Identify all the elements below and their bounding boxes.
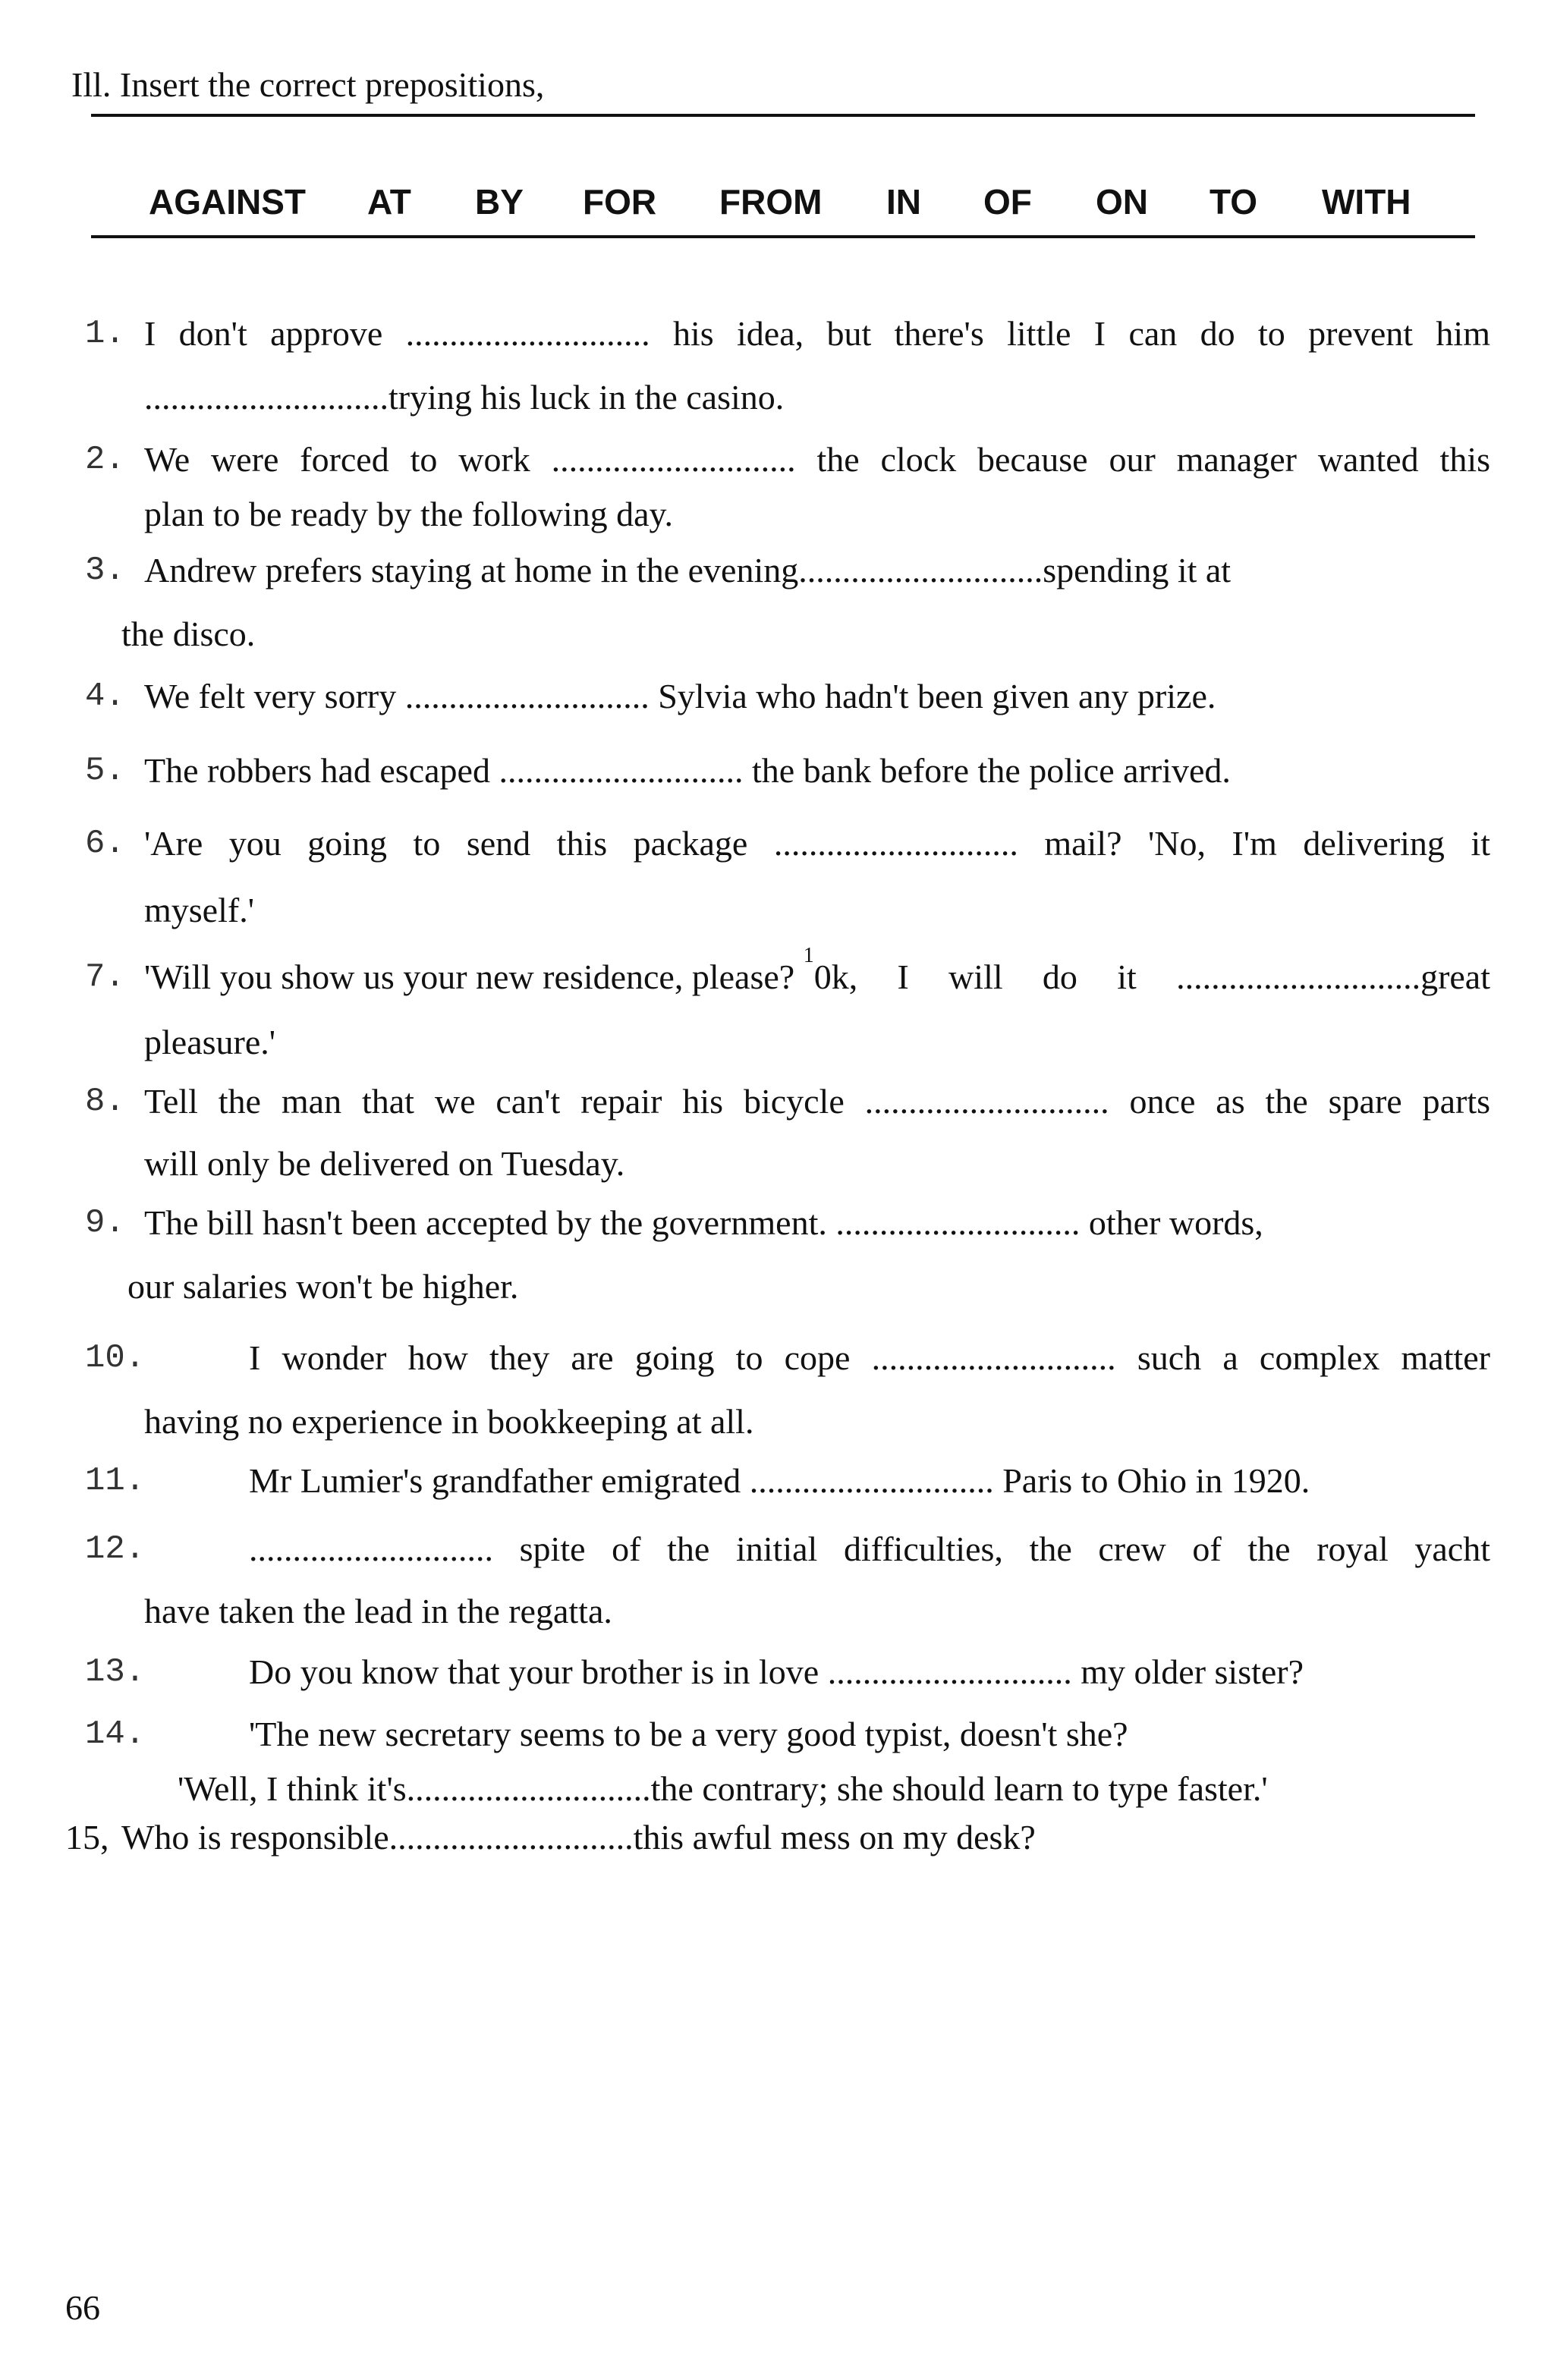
word-of: OF bbox=[983, 182, 1032, 222]
item-text: our salaries won't be higher. bbox=[127, 1267, 519, 1306]
item-text: We were forced to work ............................ the clock because our manager wanted this bbox=[144, 440, 1490, 479]
item-text: Do you know that your brother is in love ............................ my older sister? bbox=[249, 1652, 1304, 1691]
item-text: pleasure.' bbox=[144, 1023, 276, 1061]
item-text: will only be delivered on Tuesday. bbox=[144, 1144, 625, 1183]
item-text: The bill hasn't been accepted by the government. ............................ other words, bbox=[144, 1203, 1263, 1242]
item-number: 2. bbox=[85, 441, 125, 479]
item-number: 5. bbox=[85, 752, 125, 790]
item-text: We felt very sorry ............................ Sylvia who hadn't been given any prize. bbox=[144, 677, 1216, 715]
item-text-part: 0k, I will do it ............................great bbox=[813, 957, 1490, 996]
word-in: IN bbox=[886, 182, 921, 222]
superscript-mark: 1 bbox=[803, 944, 814, 967]
item-number: 14. bbox=[85, 1715, 146, 1753]
item-text: 'The new secretary seems to be a very good typist, doesn't she? bbox=[249, 1715, 1128, 1753]
item-text: Who is responsible............................this awful mess on my desk? bbox=[121, 1818, 1036, 1857]
item-number: 6. bbox=[85, 825, 125, 863]
item-number: 7. bbox=[85, 958, 125, 996]
exercise-heading: Ill. Insert the correct prepositions, bbox=[71, 65, 545, 104]
page-number: 66 bbox=[65, 2288, 100, 2327]
item-number: 4. bbox=[85, 678, 125, 715]
item-number: 8. bbox=[85, 1083, 125, 1121]
item-number: 9. bbox=[85, 1204, 125, 1242]
item-text: I don't approve ............................ his idea, but there's little I can do to prevent him bbox=[144, 314, 1490, 353]
word-at: AT bbox=[367, 182, 411, 222]
item-number: 11. bbox=[85, 1462, 146, 1500]
item-number: 15, bbox=[65, 1818, 109, 1857]
item-text-part: 'Will you show us your new residence, please? bbox=[144, 957, 804, 996]
item-number: 10. bbox=[85, 1339, 146, 1377]
item-text: plan to be ready by the following day. bbox=[144, 495, 674, 533]
item-text: Mr Lumier's grandfather emigrated ............................ Paris to Ohio in 1920. bbox=[249, 1461, 1310, 1500]
word-to: TO bbox=[1210, 182, 1258, 222]
item-number: 12. bbox=[85, 1530, 146, 1568]
item-text: The robbers had escaped ............................ the bank before the police arrived. bbox=[144, 751, 1231, 790]
heading-rule bbox=[91, 114, 1475, 117]
word-with: WITH bbox=[1322, 182, 1411, 222]
item-number: 13. bbox=[85, 1653, 146, 1691]
item-text: myself.' bbox=[144, 891, 254, 929]
item-text: have taken the lead in the regatta. bbox=[144, 1592, 612, 1630]
word-against: AGAINST bbox=[149, 182, 306, 222]
item-number: 1. bbox=[85, 315, 125, 353]
item-text: Andrew prefers staying at home in the evening............................spending it at bbox=[144, 551, 1232, 589]
item-text: 'Well, I think it's............................the contrary; she should learn to type faster.' bbox=[178, 1769, 1268, 1808]
item-text: ............................trying his luck in the casino. bbox=[144, 378, 785, 417]
item-number: 3. bbox=[85, 552, 125, 589]
item-text-part bbox=[803, 944, 1490, 998]
word-by: BY bbox=[475, 182, 524, 222]
item-text: Tell the man that we can't repair his bicycle ............................ once as the spare parts bbox=[144, 1082, 1490, 1121]
item-text: ............................ spite of the initial difficulties, the crew of the royal yacht bbox=[249, 1530, 1490, 1568]
word-on: ON bbox=[1096, 182, 1148, 222]
word-bank-rule bbox=[91, 235, 1475, 238]
word-bank bbox=[0, 173, 1554, 231]
item-text: the disco. bbox=[121, 615, 256, 653]
item-text: having no experience in bookkeeping at all. bbox=[144, 1402, 754, 1441]
item-text bbox=[144, 944, 1490, 998]
word-for: FOR bbox=[583, 182, 657, 222]
item-text: 'Are you going to send this package ............................ mail? 'No, I'm delivering it bbox=[144, 824, 1490, 863]
item-text: I wonder how they are going to cope ............................ such a complex matter bbox=[249, 1338, 1490, 1377]
word-from: FROM bbox=[719, 182, 823, 222]
